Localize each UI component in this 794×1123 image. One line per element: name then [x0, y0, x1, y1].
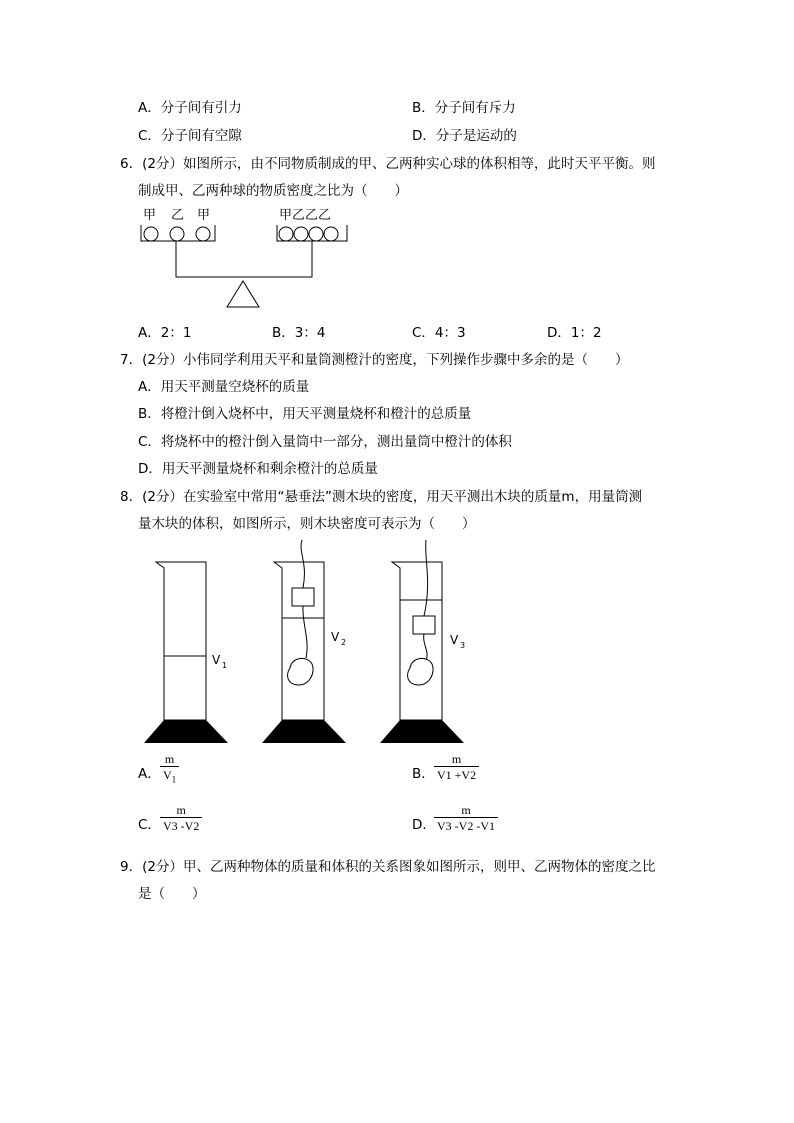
q9-stem-line2: 是（ ） — [138, 886, 206, 902]
q8-stem-line1: 8．(2分）在实验室中常用“悬垂法”测木块的密度，用天平测出木块的质量m，用量筒测 — [120, 489, 643, 505]
ball-yi — [324, 227, 338, 241]
ball-yi — [170, 227, 184, 241]
q7-option-c: C．将烧杯中的橙汁倒入量筒中一部分，测出量筒中橙汁的体积 — [138, 434, 512, 450]
svg-text:1: 1 — [222, 661, 228, 670]
ball-jia — [279, 227, 293, 241]
q6-option-c: C．4：3 — [412, 325, 466, 341]
q7-option-b: B．将橙汁倒入烧杯中，用天平测量烧杯和橙汁的总质量 — [138, 406, 472, 422]
q6-stem-line2: 制成甲、乙两种球的物质密度之比为（ ） — [138, 183, 408, 199]
q8-option-d-label: D． — [412, 817, 436, 833]
left-label-3: 甲 — [197, 208, 211, 223]
q7-option-d: D．用天平测量烧杯和剩余橙汁的总质量 — [138, 461, 378, 477]
q7-option-a: A．用天平测量空烧杯的质量 — [138, 379, 310, 395]
q8-option-b-label: B． — [412, 766, 435, 782]
ball-yi — [309, 227, 323, 241]
sinker-stone — [288, 658, 313, 685]
q8-option-a-fraction: $\frac{m}{V_1}$ — [160, 752, 179, 787]
q8-option-b-fraction: $\frac{m}{V1 +V2}$ — [434, 752, 479, 783]
q5-option-a: A．分子间有引力 — [138, 100, 242, 116]
q5-option-d: D．分子是运动的 — [412, 128, 517, 144]
q9-stem-line1: 9．(2分）甲、乙两种物体的质量和体积的关系图象如图所示，则甲、乙两物体的密度之比 — [120, 859, 656, 875]
left-label-2: 乙 — [171, 208, 185, 223]
label-v3: V — [450, 633, 459, 647]
q6-option-a: A．2：1 — [138, 325, 192, 341]
svg-text:3: 3 — [460, 641, 466, 650]
q6-stem-line1: 6．(2分）如图所示，由不同物质制成的甲、乙两种实心球的体积相等，此时天平平衡。则 — [120, 156, 656, 172]
ball-jia — [144, 227, 158, 241]
right-labels: 甲乙乙乙 — [279, 208, 332, 223]
fulcrum-triangle — [227, 281, 259, 307]
q5-option-c: C．分子间有空隙 — [138, 128, 242, 144]
wood-block — [292, 588, 314, 606]
sinker-stone — [408, 658, 433, 685]
q7-stem: 7．(2分）小伟同学利用天平和量筒测橙汁的密度，下列操作步骤中多余的是（ ） — [120, 352, 629, 368]
q8-option-a-label: A． — [138, 766, 161, 782]
left-label-1: 甲 — [143, 208, 157, 223]
q8-option-d-fraction: $\frac{m}{V3 -V2 -V1}$ — [434, 803, 498, 834]
balance-diagram — [135, 203, 365, 313]
q8-stem-line2: 量木块的体积，如图所示，则木块密度可表示为（ ） — [138, 516, 476, 532]
wood-block — [413, 616, 435, 634]
q6-option-b: B．3：4 — [272, 325, 326, 341]
q8-option-c-label: C． — [138, 817, 161, 833]
ball-yi — [294, 227, 308, 241]
q5-option-b: B．分子间有斥力 — [412, 100, 516, 116]
q6-option-d: D．1：2 — [547, 325, 602, 341]
label-v2: V — [331, 630, 340, 644]
label-v1: V — [212, 653, 221, 667]
svg-text:2: 2 — [341, 638, 347, 647]
graduated-cylinders-diagram — [140, 540, 470, 745]
ball-jia — [196, 227, 210, 241]
q8-option-c-fraction: $\frac{m}{V3 -V2}$ — [160, 803, 202, 834]
